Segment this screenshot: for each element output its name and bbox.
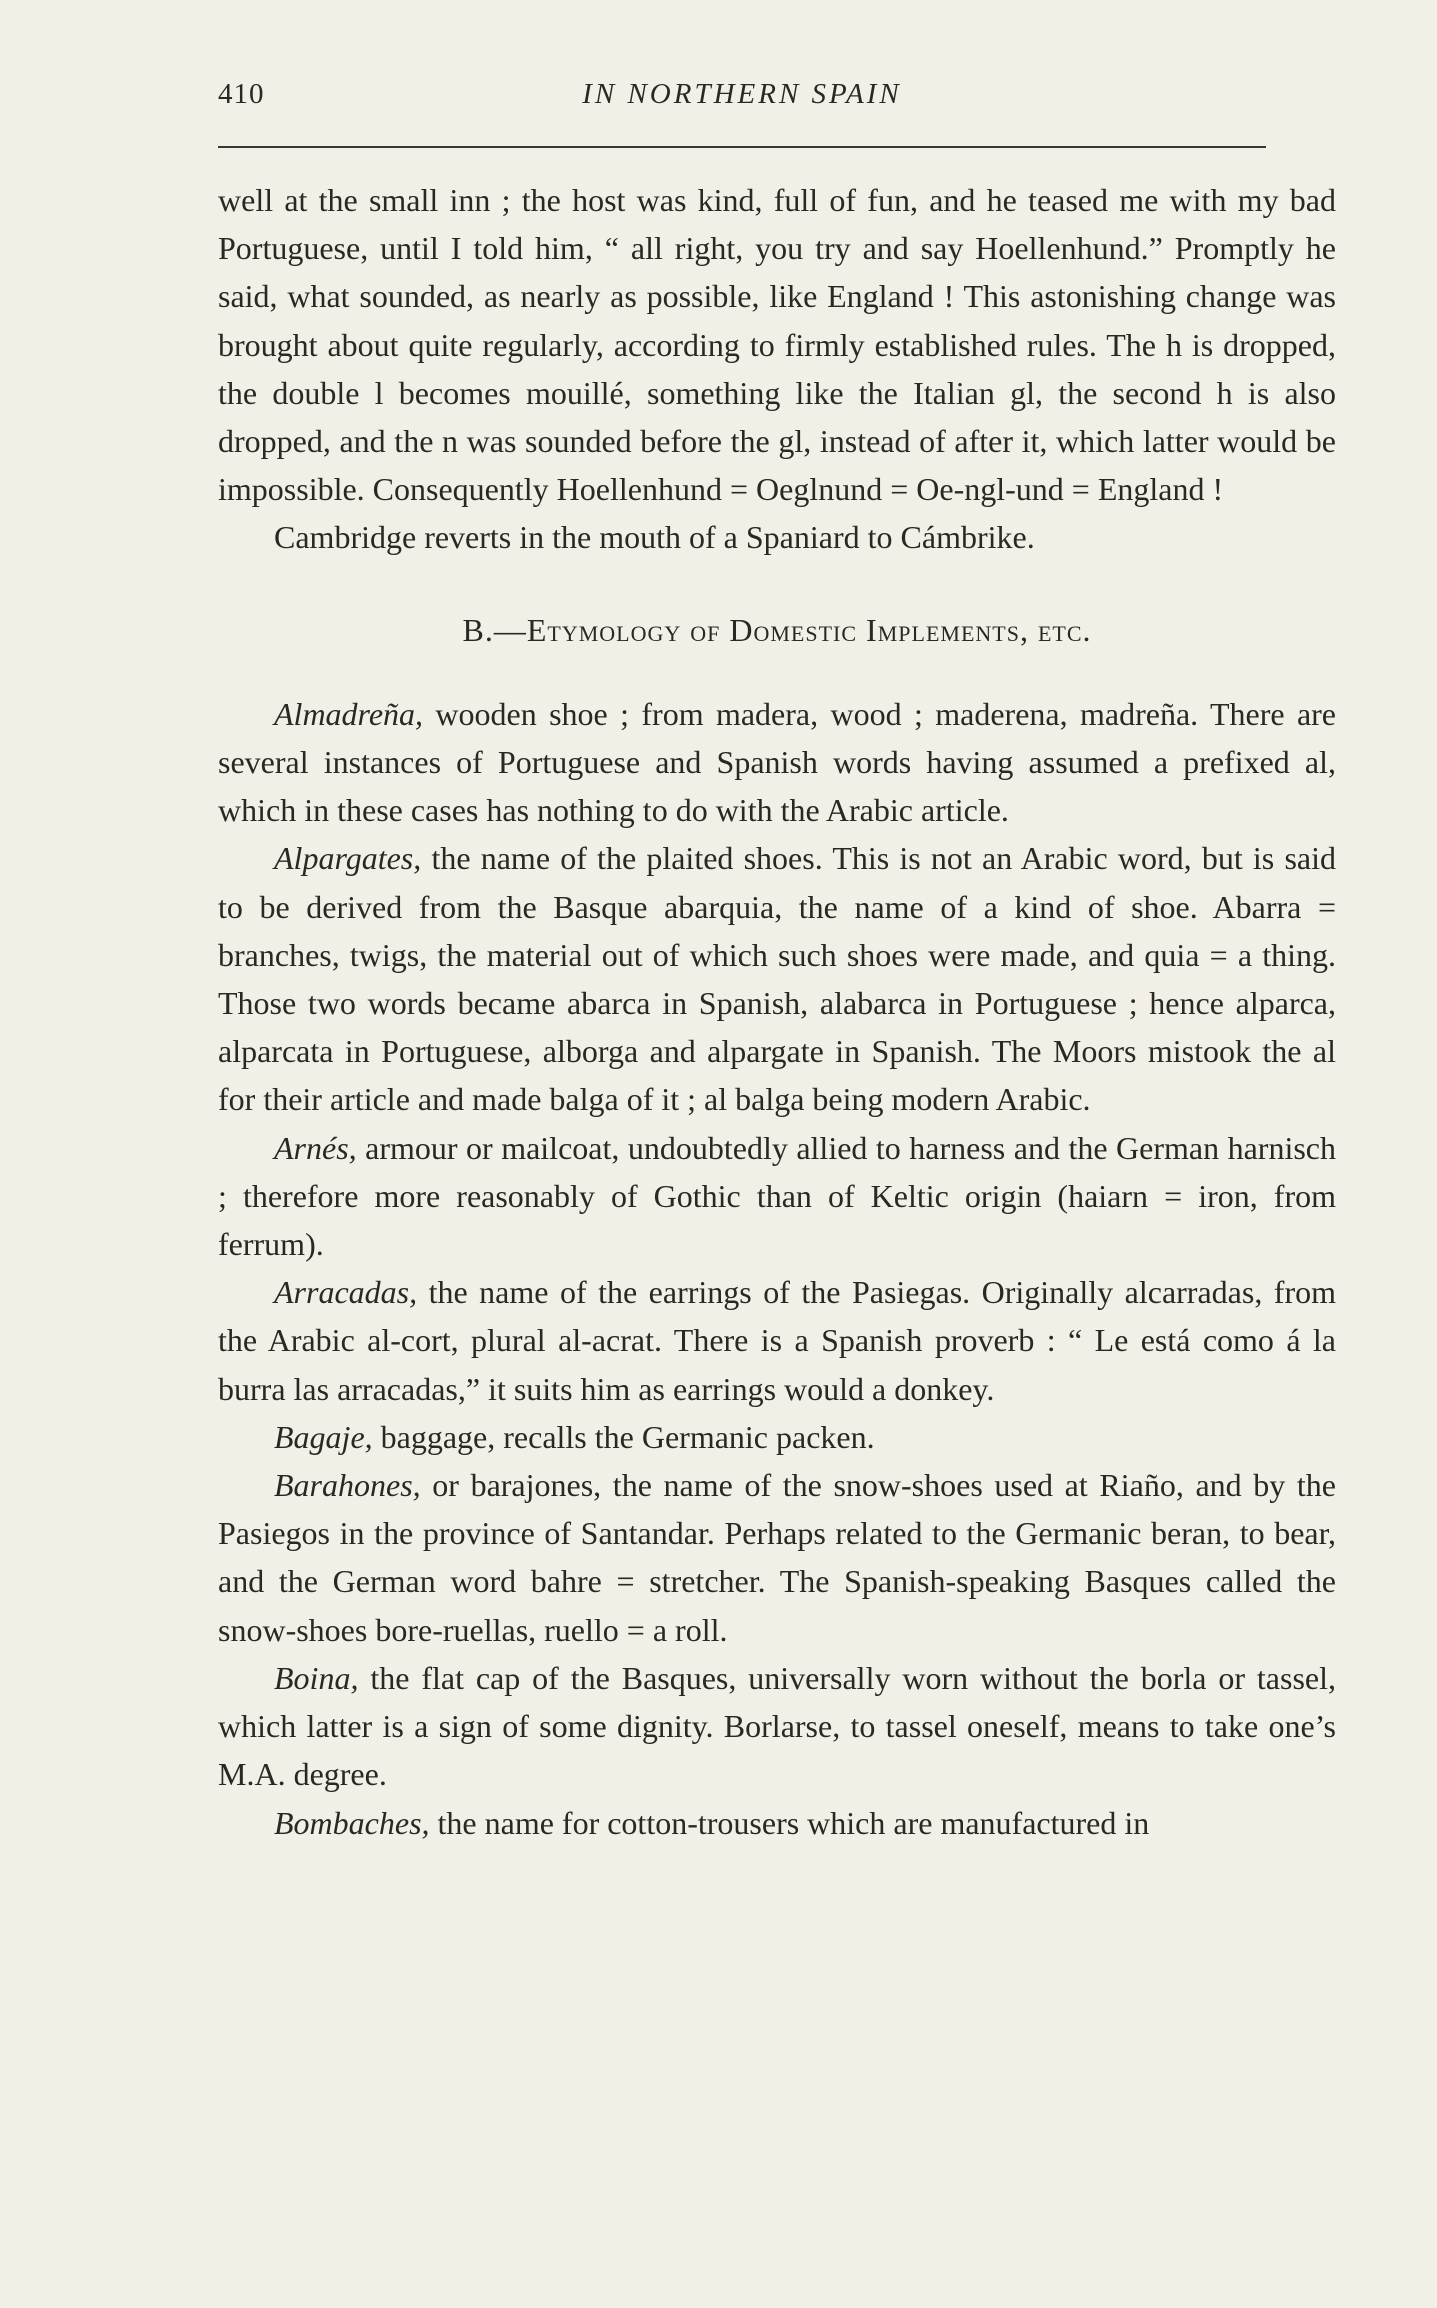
running-head: IN NORTHERN SPAIN xyxy=(582,78,902,110)
entry-term: Bagaje, xyxy=(274,1418,373,1455)
header-rule xyxy=(218,146,1266,148)
entry-term: Arnés, xyxy=(274,1129,357,1166)
paragraph: Cambridge reverts in the mouth of a Spaniard to Cámbrike. xyxy=(274,519,1035,556)
entry-term: Almadreña, xyxy=(274,695,424,732)
entry-arracadas xyxy=(218,1268,1336,1413)
entry-term: Barahones, xyxy=(274,1467,421,1504)
entry-term: Bombaches, xyxy=(274,1804,430,1841)
entry-term: Boina, xyxy=(274,1659,359,1696)
section-heading: B.—Etymology of Domestic Implements, etc. xyxy=(462,611,1092,648)
entry-bagaje xyxy=(218,1413,1336,1461)
entry-text: the name of the earrings of the Pasiegas. Originally alcarradas, from the Arabic al-cort, plural al-acrat. There is a Spanish proverb : “ Le está como á la burra las arracadas,” it suits him as earrings would a donkey. xyxy=(218,1274,1336,1407)
page-header xyxy=(218,78,1266,128)
entry-text: the flat cap of the Basques, universally worn without the borla or tassel, which latter is a sign of some dignity. Borlarse, to tassel oneself, means to take one’s M.A. degree. xyxy=(218,1659,1336,1793)
entry-term: Alpargates, xyxy=(274,840,422,877)
entry-text: the name for cotton-trousers which are manufactured in xyxy=(429,1804,1150,1841)
entry-bombaches xyxy=(218,1799,1336,1847)
entry-boina xyxy=(218,1654,1336,1799)
entry-almadrena xyxy=(218,690,1336,835)
entry-text: baggage, recalls the Germanic packen. xyxy=(372,1418,875,1455)
entry-text: the name of the plaited shoes. This is not an Arabic word, but is said to be derived from the Basque abarquia, the name of a kind of shoe. Abarra = branches, twigs, the material out of which such shoes were made, and quia = a thing. Those two words became abarca in Spanish, alabarca in Portuguese ; hence alparca, alparcata in Portuguese, alborga and alpargate in Spanish. The Moors mistook the al for their article and made balga of it ; al balga being modern Arabic. xyxy=(218,840,1336,1118)
page-number: 410 xyxy=(218,78,265,110)
entry-text: wooden shoe ; from madera, wood ; maderena, madreña. There are several instances of Portuguese and Spanish words having assumed a prefixed al, which in these cases has nothing to do with the Arabic article. xyxy=(218,695,1336,829)
entry-arnes xyxy=(218,1124,1336,1269)
entry-text: armour or mailcoat, undoubtedly allied to harness and the German harnisch ; therefore more reasonably of Gothic than of Keltic origin (haiarn = iron, from ferrum). xyxy=(218,1129,1336,1263)
entry-term: Arracadas, xyxy=(274,1274,418,1311)
entry-alpargates xyxy=(218,834,1336,1123)
entry-text: or barajones, the name of the snow-shoes used at Riaño, and by the Pasiegos in the province of Santandar. Perhaps related to the Germanic beran, to bear, and the German word bahre = stretcher. The Spanish-speaking Basques called the snow-shoes bore-ruellas, ruello = a roll. xyxy=(218,1467,1336,1648)
body-text xyxy=(218,176,1336,1847)
entry-barahones xyxy=(218,1461,1336,1654)
paragraph: well at the small inn ; the host was kind, full of fun, and he teased me with my bad Portuguese, until I told him, “ all right, you try and say Hoellenhund.” Promptly he said, what sounded, as nearly as possible, like England ! This astonishing change was brought about quite regularly, according to firmly established rules. The h is dropped, the double l becomes mouillé, something like the Italian gl, the second h is also dropped, and the n was sounded before the gl, instead of after it, which latter would be impossible. Consequently Hoellenhund = Oeglnund = Oe-ngl-und = England ! xyxy=(218,182,1336,508)
